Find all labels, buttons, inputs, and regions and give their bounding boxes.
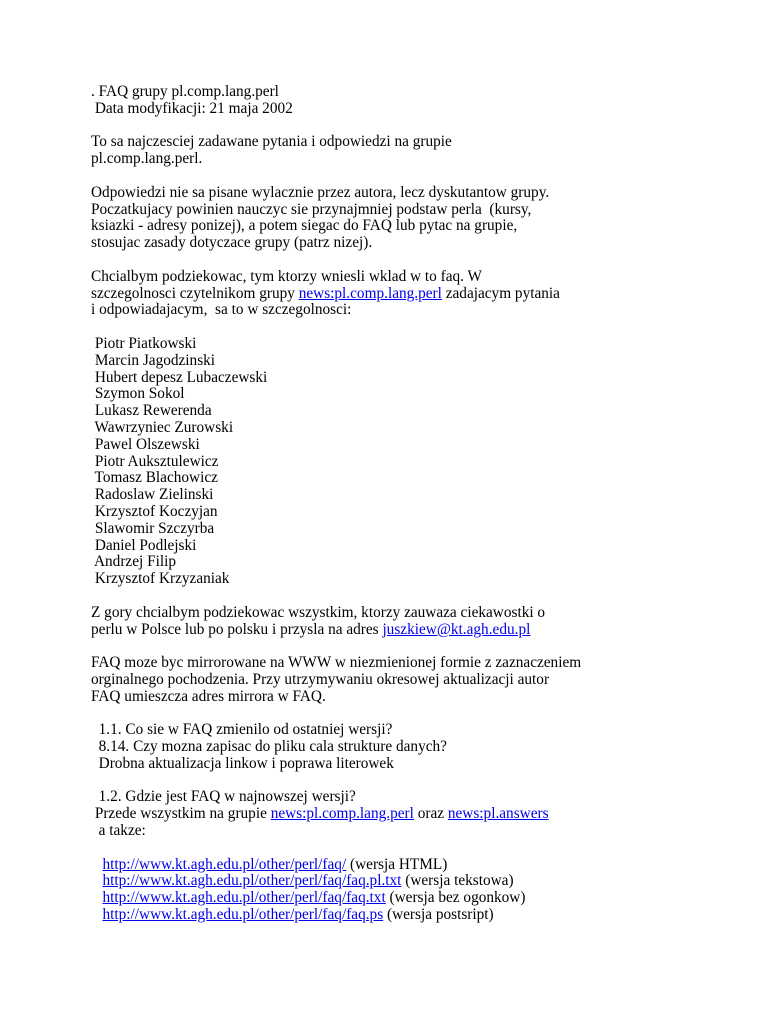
faq-link-list [91, 857, 711, 924]
doc-title: . FAQ grupy pl.comp.lang.perl [91, 83, 279, 100]
contributor-name: Szymon Sokol [91, 385, 185, 403]
indent [91, 889, 102, 906]
thanks-line: i odpowiadajacym, sa to w szczegolnosci: [91, 301, 352, 319]
section-answer: Drobna aktualizacja linkow i poprawa literowek [91, 754, 394, 772]
section-answer [91, 806, 711, 823]
contributor-name: Krzysztof Krzyzaniak [91, 570, 230, 588]
faq-link-row [91, 890, 711, 907]
faq-link-row [91, 857, 711, 874]
section-answer: 8.14. Czy mozna zapisac do pliku cala strukture danych? [91, 738, 447, 756]
email-link[interactable]: juszkiew@kt.agh.edu.pl [382, 620, 531, 638]
mirror-line: FAQ moze byc mirrorowane na WWW w niezmienionej formie z zaznaczeniem [91, 654, 582, 672]
contributor-name: Radoslaw Zielinski [91, 486, 214, 504]
faq-postscript-link[interactable]: http://www.kt.agh.edu.pl/other/perl/faq/faq.ps [102, 906, 384, 924]
contributor-name: Pawel Olszewski [91, 435, 200, 453]
contributor-name: Marcin Jagodzinski [91, 351, 216, 369]
spacer [91, 705, 711, 722]
version-note: (wersja bez ogonkow) [385, 889, 526, 907]
spacer [91, 638, 711, 655]
contributor-name: Piotr Auksztulewicz [91, 452, 219, 470]
faq-link-row [91, 873, 711, 890]
mirror-line: FAQ umieszcza adres mirrora w FAQ. [91, 687, 326, 705]
version-note: (wersja postsript) [383, 906, 494, 924]
version-note: (wersja HTML) [346, 855, 448, 873]
document-body [91, 84, 711, 924]
spacer [91, 319, 711, 336]
faq-text-link[interactable]: http://www.kt.agh.edu.pl/other/perl/faq/faq.pl.txt [102, 872, 402, 890]
answers-note-line: Odpowiedzi nie sa pisane wylacznie przez autora, lecz dyskutantow grupy. [91, 183, 550, 201]
faq-html-link[interactable]: http://www.kt.agh.edu.pl/other/perl/faq/ [102, 855, 347, 873]
contributor-name: Piotr Piatkowski [91, 334, 197, 352]
thanks-text: szczegolnosci czytelnikom grupy [91, 284, 299, 302]
answers-note-line: ksiazki - adresy ponizej), a potem siegac do FAQ lub pytac na grupie, [91, 217, 518, 235]
curiosities-text: perlu w Polsce lub po polsku i przysla na adres [91, 620, 383, 638]
section-text: oraz [413, 805, 448, 823]
modified-date: Data modyfikacji: 21 maja 2002 [91, 99, 293, 117]
contributor-name: Slawomir Szczyrba [91, 519, 215, 537]
newsgroup-link[interactable]: news:pl.comp.lang.perl [270, 805, 414, 823]
contributor-name: Daniel Podlejski [91, 536, 197, 554]
indent [91, 906, 102, 923]
section-text: Przede wszystkim na grupie [91, 805, 271, 823]
section-heading: 1.1. Co sie w FAQ zmienilo od ostatniej wersji? [91, 721, 393, 739]
spacer [91, 118, 711, 135]
spacer [91, 252, 711, 269]
contributor-name: Lukasz Rewerenda [91, 402, 212, 420]
contributor-name: Krzysztof Koczyjan [91, 502, 218, 520]
intro-line: To sa najczesciej zadawane pytania i odpowiedzi na grupie [91, 133, 452, 151]
answers-group-link[interactable]: news:pl.answers [447, 805, 549, 823]
answers-note-line: Poczatkujacy powinien nauczyc sie przynajmniej podstaw perla (kursy, [91, 200, 532, 218]
section-answer: a takze: [91, 822, 146, 840]
curiosities-line [91, 622, 711, 639]
indent [91, 856, 102, 873]
version-note: (wersja tekstowa) [401, 872, 514, 890]
contributor-name: Tomasz Blachowicz [91, 469, 218, 487]
intro-line: pl.comp.lang.perl. [91, 150, 203, 168]
newsgroup-link[interactable]: news:pl.comp.lang.perl [298, 284, 442, 302]
section-heading: 1.2. Gdzie jest FAQ w najnowszej wersji? [91, 788, 356, 806]
mirror-line: orginalnego pochodzenia. Przy utrzymywaniu okresowej aktualizacji autor [91, 670, 550, 688]
indent [91, 872, 102, 889]
contributor-name: Hubert depesz Lubaczewski [91, 368, 268, 386]
faq-plain-text-link[interactable]: http://www.kt.agh.edu.pl/other/perl/faq/faq.txt [102, 889, 386, 907]
faq-link-row [91, 907, 711, 924]
answers-note-line: stosujac zasady dotyczace grupy (patrz nizej). [91, 234, 373, 252]
spacer [91, 168, 711, 185]
contributor-list [91, 336, 711, 588]
contributor-name: Andrzej Filip [91, 553, 176, 571]
spacer [91, 588, 711, 605]
contributor-name: Wawrzyniec Zurowski [91, 418, 234, 436]
thanks-text: zadajacym pytania [441, 284, 560, 302]
spacer [91, 773, 711, 790]
thanks-line [91, 286, 711, 303]
spacer [91, 840, 711, 857]
curiosities-line: Z gory chcialbym podziekowac wszystkim, ktorzy zauwaza ciekawostki o [91, 603, 546, 621]
thanks-line: Chcialbym podziekowac, tym ktorzy wniesli wklad w to faq. W [91, 267, 482, 285]
